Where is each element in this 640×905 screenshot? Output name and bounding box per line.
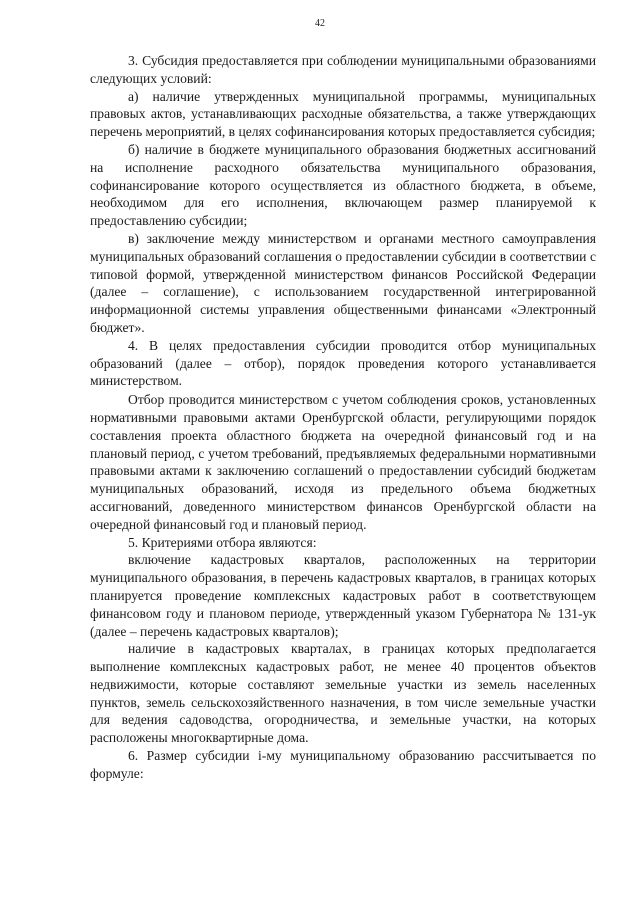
document-body — [90, 52, 596, 783]
paragraph-criterion-1: включение кадастровых кварталов, расположенных на территории муниципального образования, в перечень кадастровых кварталов, в границах которых планируется проведение комплексных кадастровых работ в соответствующем финансовом году и плановом периоде, утвержденный указом Губернатора № 131-ук (далее – перечень кадастровых кварталов); — [90, 552, 596, 639]
paragraph-subsidy-conditions: 3. Субсидия предоставляется при соблюдении муниципальными образованиями следующих условий: — [90, 53, 596, 86]
paragraph-selection-procedure: Отбор проводится министерством с учетом соблюдения сроков, установленных нормативными правовыми актами Оренбургской области, регулирующими порядок составления проекта областного бюджета на очередной финансовый год и на плановый период, с учетом требований, предъявляемых федеральными нормативными правовыми актами к заключению соглашений о предоставлении субсидий бюджетам муниципальных образований, исходя из предельного объема бюджетных ассигнований, доведенного министерством финансов Оренбургской области на очередной финансовый год и плановый период. — [90, 392, 596, 532]
paragraph-condition-a: а) наличие утвержденных муниципальной программы, муниципальных правовых актов, устанавливающих расходные обязательства, а также утверждающих перечень мероприятий, в целях софинансирования которых предоставляется субсидия; — [90, 88, 596, 140]
paragraph-selection: 4. В целях предоставления субсидии проводится отбор муниципальных образований (далее – отбор), порядок проведения которого устанавливается министерством. — [90, 337, 596, 389]
page-number: 42 — [315, 18, 325, 29]
paragraph-condition-c: в) заключение между министерством и органами местного самоуправления муниципальных образований соглашения о предоставлении субсидии в соответствии с типовой формой, утвержденной министерством финансов Российской Федерации (далее – соглашение), с использованием государственной интегрированной информационной системы управления общественными финансами «Электронный бюджет». — [90, 230, 596, 335]
paragraph-criterion-2: наличие в кадастровых кварталах, в границах которых предполагается выполнение комплексных кадастровых работ, не менее 40 процентов объектов недвижимости, которые составляют земельные участки из земель населенных пунктов, земель сельскохозяйственного назначения, в том числе земельные участки для ведения садоводства, огородничества, и земельные участки, на которых расположены многоквартирные дома. — [90, 641, 596, 746]
paragraph-condition-b: б) наличие в бюджете муниципального образования бюджетных ассигнований на исполнение расходного обязательства муниципального образования, софинансирование которого осуществляется из областного бюджета, в объеме, необходимом для его исполнения, включающем размер планируемой к предоставлению субсидии; — [90, 141, 596, 229]
paragraph-subsidy-amount: 6. Размер субсидии i-му муниципальному образованию рассчитывается по формуле: — [90, 748, 596, 781]
paragraph-criteria-heading: 5. Критериями отбора являются: — [128, 534, 317, 550]
